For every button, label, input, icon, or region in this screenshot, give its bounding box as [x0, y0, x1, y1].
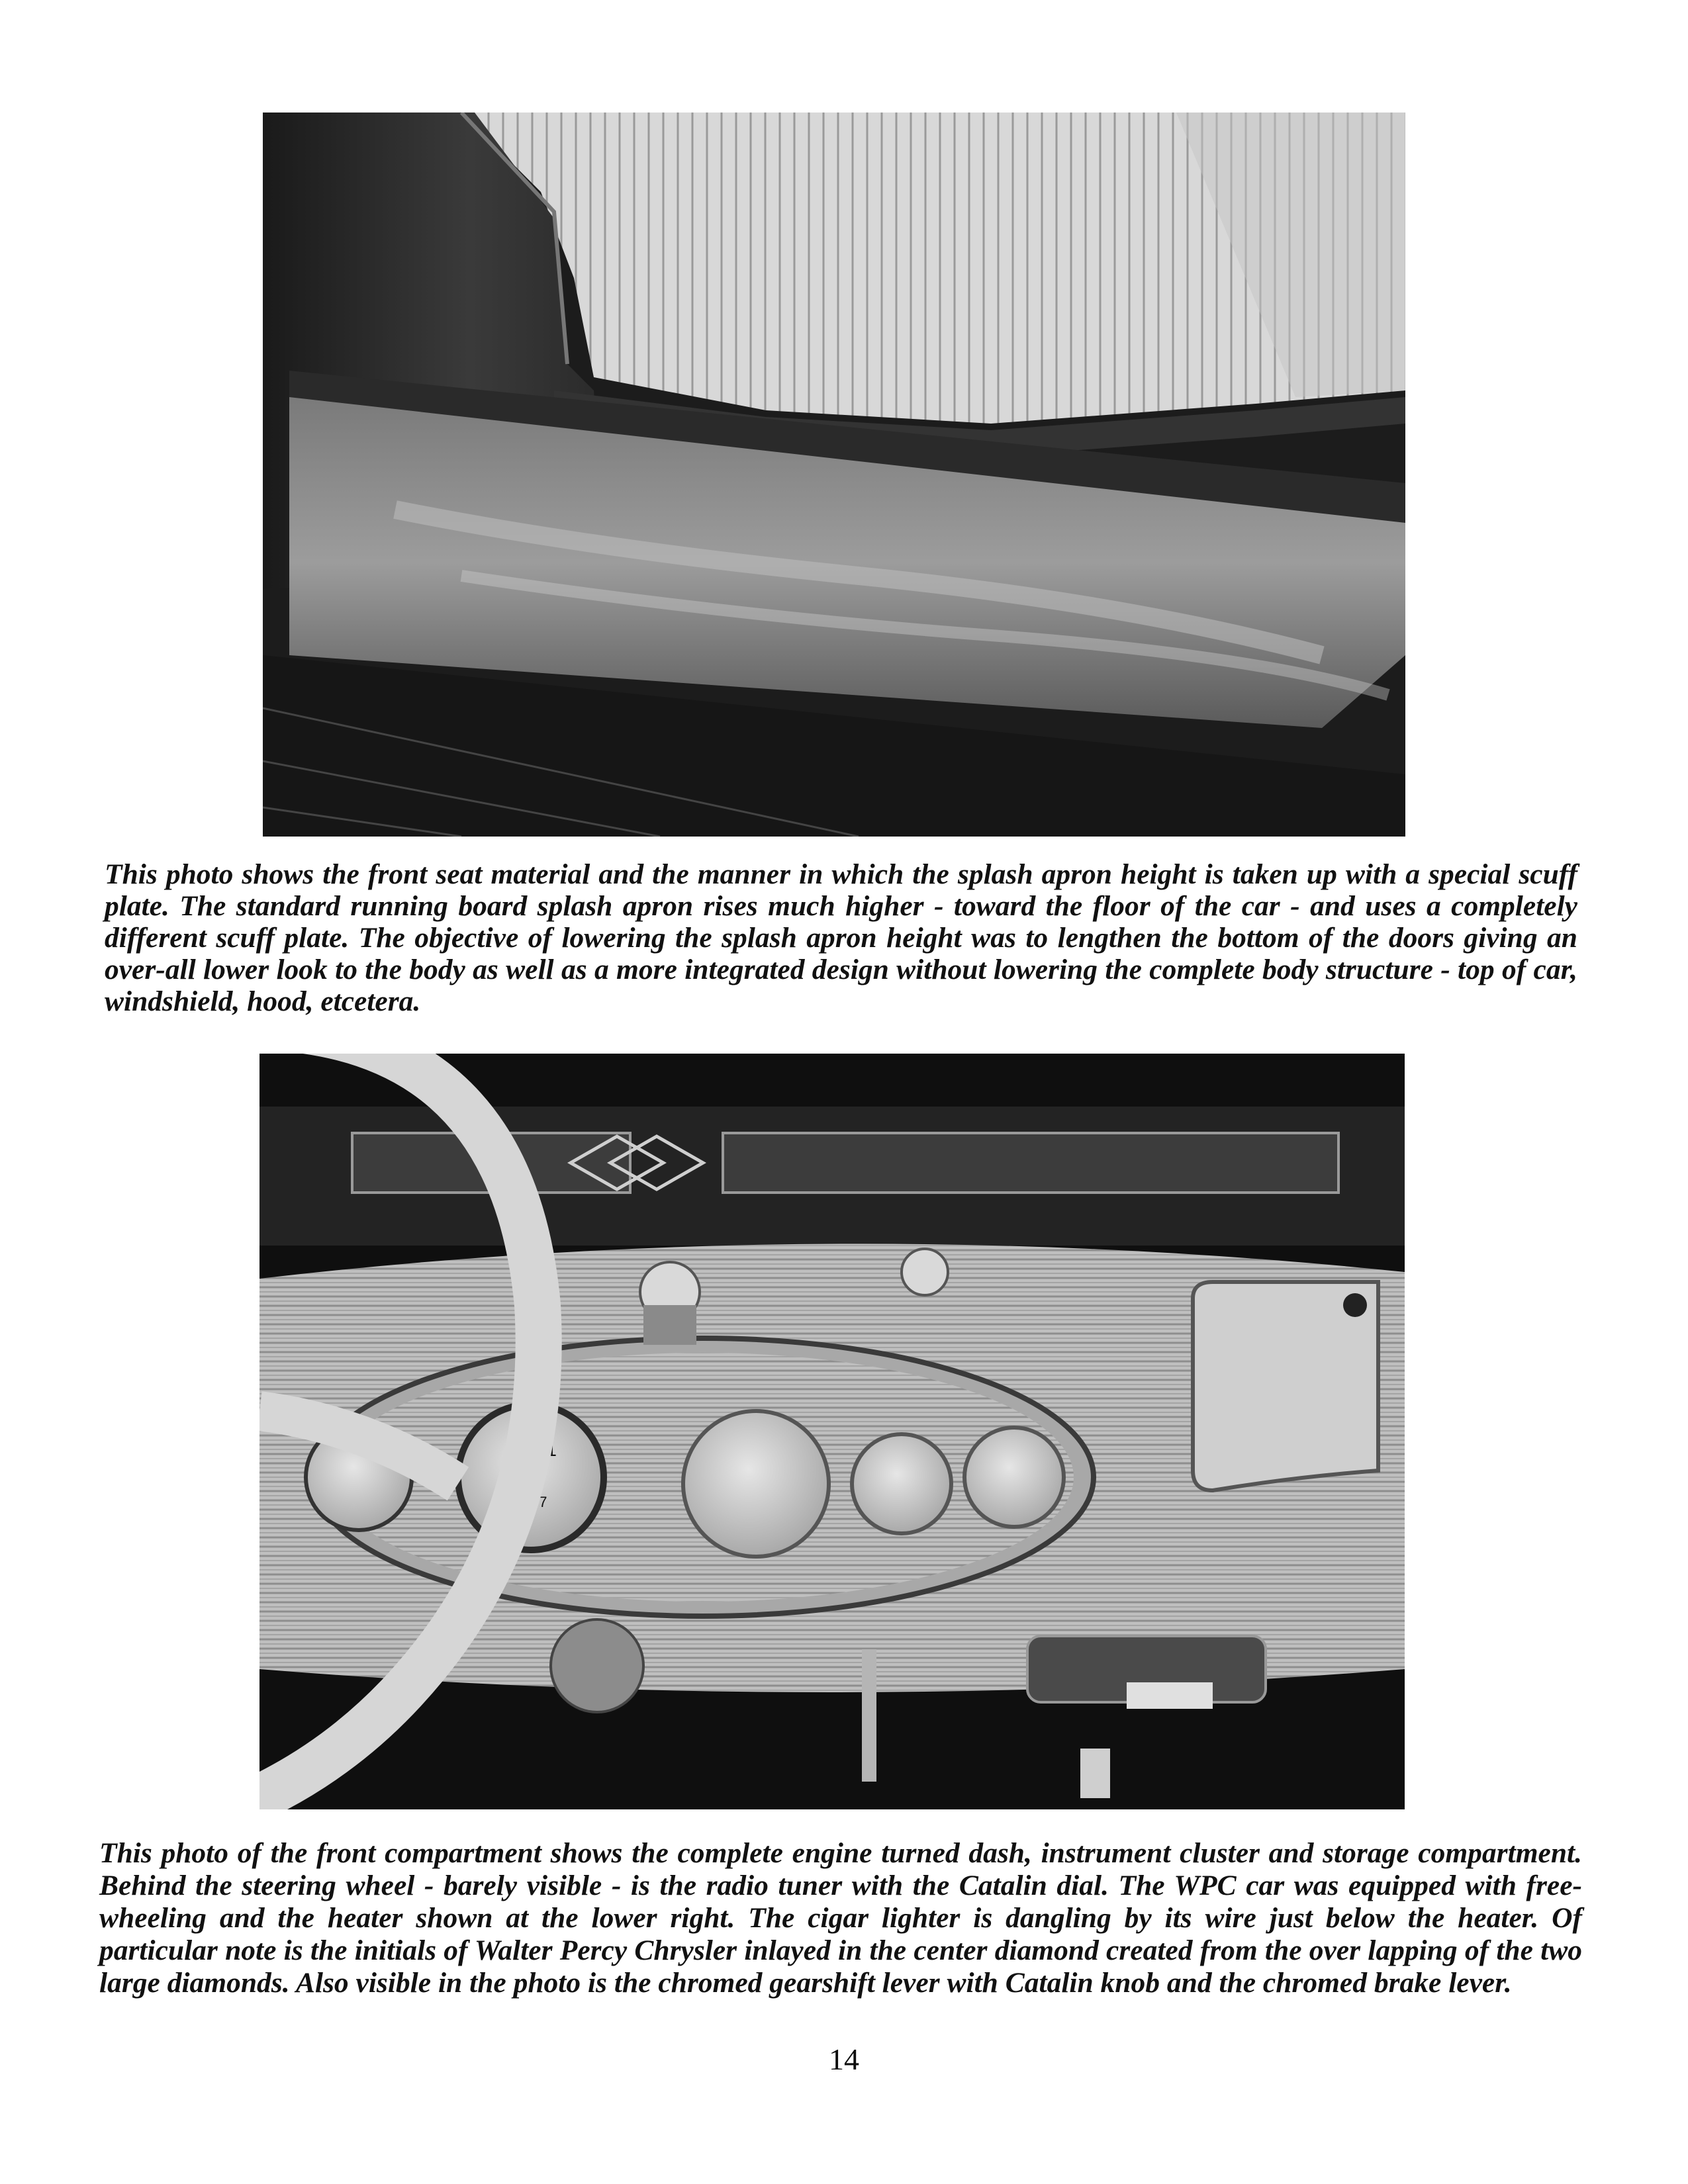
dashboard-photo: [259, 1054, 1405, 1809]
photo-caption: This photo of the front compartment shows the complete engine turned dash, instrument cluster and storage compartment. Behind the steering wheel - barely visible - is the radio tuner with the Catalin dial. The WPC car was equipped with free-wheeling and the heater shown at the lower right. The cigar lighter is dangling by its wire just below the heater. Of particular note is the initials of Walter Percy Chrysler inlayed in the center diamond created from the over lapping of the two large diamonds. Also visible in the photo is the chromed gearshift lever with Catalin knob and the chromed brake lever.: [99, 1837, 1582, 1999]
page-number: 14: [829, 2042, 859, 2076]
dashboard-image: [259, 1054, 1405, 1809]
photo-caption: This photo shows the front seat material and the manner in which the splash apron height is taken up with a special scuff plate. The standard running board splash apron rises much higher - toward the floor of the car - and uses a completely different scuff plate. The objective of lowering the splash apron height was to lengthen the bottom of the doors giving an over-all lower look to the body as well as a more integrated design without lowering the complete body structure - top of car, windshield, hood, etcetera.: [105, 858, 1577, 1017]
speedometer-trip: 9907: [514, 1494, 547, 1510]
speedometer-odometer: 45371: [505, 1439, 557, 1460]
front-seat-image: [263, 113, 1405, 837]
front-seat-photo: [263, 113, 1405, 837]
